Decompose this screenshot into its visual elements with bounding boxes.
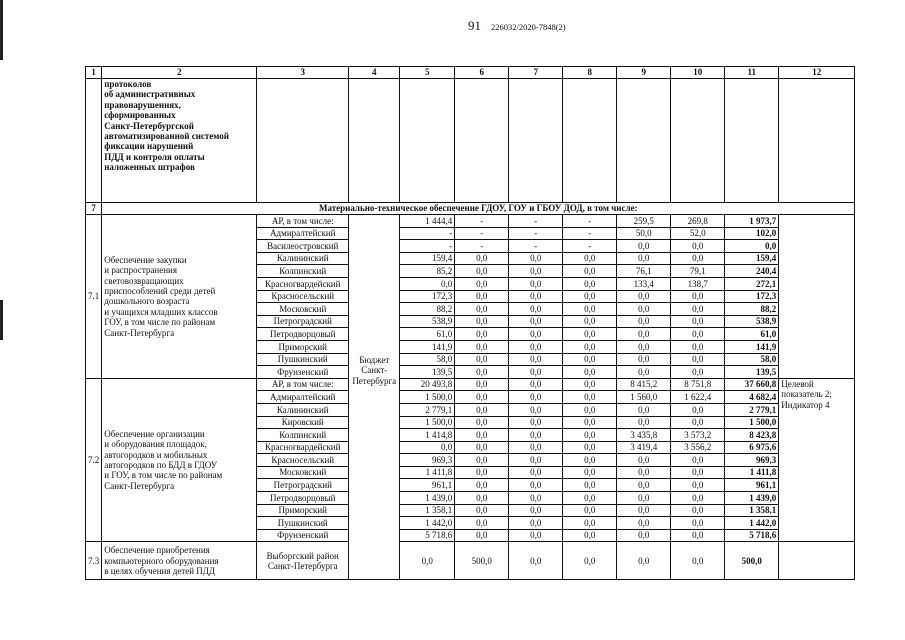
value-5: 139,5	[400, 366, 455, 379]
value-9: 50,0	[617, 227, 671, 240]
value-7: 0,0	[509, 252, 563, 265]
value-5: 1 500,0	[400, 416, 455, 429]
value-8: 0,0	[563, 366, 617, 379]
value-7: 0,0	[509, 277, 563, 290]
indicator-note: Целевой показатель 2; Индикатор 4	[779, 378, 855, 542]
value-9: 0,0	[617, 492, 671, 505]
district-name: Красногвардейский	[257, 441, 349, 454]
empty-cell	[349, 79, 400, 203]
value-10: 8 751,8	[671, 378, 725, 391]
value-5: 172,3	[400, 290, 455, 303]
value-8: 0,0	[563, 315, 617, 328]
value-5: 141,9	[400, 340, 455, 353]
value-10: 3 573,2	[671, 429, 725, 442]
value-10: 0,0	[671, 340, 725, 353]
value-7: 0,0	[509, 290, 563, 303]
column-header: 4	[349, 67, 400, 79]
item-number: 7.1	[86, 215, 102, 379]
district-name: Красносельский	[257, 454, 349, 467]
value-11: 500,0	[725, 542, 779, 580]
value-5: 61,0	[400, 328, 455, 341]
column-header: 5	[400, 67, 455, 79]
value-7: 0,0	[509, 416, 563, 429]
section-title: Материально-техническое обеспечение ГДОУ, ГОУ и ГБОУ ДОД, в том числе:	[102, 203, 855, 215]
value-8: -	[563, 227, 617, 240]
value-11: 172,3	[725, 290, 779, 303]
value-6: 0,0	[455, 366, 509, 379]
column-header: 6	[455, 67, 509, 79]
value-10: 0,0	[671, 403, 725, 416]
value-7: 0,0	[509, 479, 563, 492]
value-9: 3 419,4	[617, 441, 671, 454]
district-name: Выборгский район Санкт-Петербурга	[257, 542, 349, 580]
value-11: 0,0	[725, 240, 779, 253]
value-9: 0,0	[617, 403, 671, 416]
table-row	[86, 378, 855, 391]
value-9: 0,0	[617, 366, 671, 379]
value-10: 0,0	[671, 315, 725, 328]
empty-cell	[779, 79, 855, 203]
value-9: 0,0	[617, 240, 671, 253]
value-10: 0,0	[671, 416, 725, 429]
page-number: 91	[468, 18, 481, 33]
empty-cell	[86, 79, 102, 203]
value-10: 0,0	[671, 479, 725, 492]
item-number: 7.2	[86, 378, 102, 542]
value-10: 0,0	[671, 454, 725, 467]
table-row	[86, 215, 855, 228]
value-10: 1 622,4	[671, 391, 725, 404]
value-8: 0,0	[563, 290, 617, 303]
value-6: 0,0	[455, 441, 509, 454]
empty-cell	[455, 79, 509, 203]
district-name: Красногвардейский	[257, 277, 349, 290]
value-8: 0,0	[563, 466, 617, 479]
column-header: 9	[617, 67, 671, 79]
table-row	[86, 79, 855, 203]
value-6: 0,0	[455, 378, 509, 391]
value-6: 0,0	[455, 504, 509, 517]
table-row	[86, 542, 855, 580]
district-name: Василеостровский	[257, 240, 349, 253]
value-5: 1 358,1	[400, 504, 455, 517]
value-8: -	[563, 240, 617, 253]
value-10: 0,0	[671, 353, 725, 366]
item-description: Обеспечение организации и оборудования площадок, автогородков и мобильных автогородков по БДД в ГДОУ и ГОУ, в том числе по районам Санкт-Петербурга	[102, 378, 257, 542]
value-10: 269,8	[671, 215, 725, 228]
value-7: 0,0	[509, 315, 563, 328]
district-name: Колпинский	[257, 429, 349, 442]
value-8: 0,0	[563, 479, 617, 492]
empty-cell	[671, 79, 725, 203]
value-8: 0,0	[563, 303, 617, 316]
value-8: 0,0	[563, 391, 617, 404]
value-6: 0,0	[455, 479, 509, 492]
value-10: 0,0	[671, 466, 725, 479]
empty-cell	[257, 79, 349, 203]
district-name: Пушкинский	[257, 517, 349, 530]
empty-cell	[563, 79, 617, 203]
value-7: 0,0	[509, 353, 563, 366]
district-name: Красносельский	[257, 290, 349, 303]
note-cell-empty	[779, 215, 855, 379]
value-9: 0,0	[617, 340, 671, 353]
budget-table	[85, 66, 855, 580]
value-11: 141,9	[725, 340, 779, 353]
value-5: 0,0	[400, 542, 455, 580]
value-6: 0,0	[455, 403, 509, 416]
value-5: -	[400, 240, 455, 253]
value-9: 0,0	[617, 353, 671, 366]
value-8: 0,0	[563, 340, 617, 353]
item-description: Обеспечение приобретения компьютерного оборудования в целях обучения детей ПДД	[102, 542, 257, 580]
value-6: 0,0	[455, 290, 509, 303]
value-7: -	[509, 215, 563, 228]
value-8: 0,0	[563, 353, 617, 366]
value-6: 0,0	[455, 315, 509, 328]
value-7: 0,0	[509, 303, 563, 316]
value-10: 52,0	[671, 227, 725, 240]
value-11: 139,5	[725, 366, 779, 379]
value-9: 8 415,2	[617, 378, 671, 391]
value-7: 0,0	[509, 403, 563, 416]
value-5: 2 779,1	[400, 403, 455, 416]
value-8: -	[563, 215, 617, 228]
value-11: 538,9	[725, 315, 779, 328]
value-11: 1 358,1	[725, 504, 779, 517]
section-row	[86, 203, 855, 215]
value-9: 259,5	[617, 215, 671, 228]
value-11: 1 439,0	[725, 492, 779, 505]
column-header: 7	[509, 67, 563, 79]
value-10: 0,0	[671, 492, 725, 505]
value-7: 0,0	[509, 466, 563, 479]
column-header: 10	[671, 67, 725, 79]
funding-source: Бюджет Санкт- Петербурга	[349, 215, 400, 580]
value-11: 6 975,6	[725, 441, 779, 454]
value-11: 8 423,8	[725, 429, 779, 442]
value-11: 1 500,0	[725, 416, 779, 429]
value-8: 0,0	[563, 542, 617, 580]
value-7: -	[509, 240, 563, 253]
value-9: 0,0	[617, 315, 671, 328]
value-11: 240,4	[725, 265, 779, 278]
value-11: 1 973,7	[725, 215, 779, 228]
item-number: 7.3	[86, 542, 102, 580]
value-5: 1 442,0	[400, 517, 455, 530]
district-name: Адмиралтейский	[257, 227, 349, 240]
value-10: 0,0	[671, 542, 725, 580]
district-name: Колпинский	[257, 265, 349, 278]
value-11: 88,2	[725, 303, 779, 316]
value-6: 0,0	[455, 340, 509, 353]
value-5: 969,3	[400, 454, 455, 467]
empty-cell	[725, 79, 779, 203]
district-name: Калининский	[257, 403, 349, 416]
value-10: 138,7	[671, 277, 725, 290]
district-name: Петродворцовый	[257, 492, 349, 505]
district-name: Приморский	[257, 340, 349, 353]
value-5: 1 444,4	[400, 215, 455, 228]
value-7: 0,0	[509, 542, 563, 580]
column-header: 8	[563, 67, 617, 79]
value-9: 0,0	[617, 479, 671, 492]
district-name: Петроградский	[257, 479, 349, 492]
value-7: 0,0	[509, 517, 563, 530]
column-number-row	[86, 67, 855, 79]
district-name: Кировский	[257, 416, 349, 429]
column-header: 11	[725, 67, 779, 79]
value-9: 0,0	[617, 504, 671, 517]
value-9: 3 435,8	[617, 429, 671, 442]
value-11: 961,1	[725, 479, 779, 492]
column-header: 12	[779, 67, 855, 79]
value-10: 0,0	[671, 529, 725, 542]
value-9: 0,0	[617, 466, 671, 479]
value-9: 0,0	[617, 542, 671, 580]
value-9: 0,0	[617, 454, 671, 467]
value-11: 969,3	[725, 454, 779, 467]
value-8: 0,0	[563, 277, 617, 290]
value-6: 0,0	[455, 277, 509, 290]
value-5: 1 500,0	[400, 391, 455, 404]
value-8: 0,0	[563, 328, 617, 341]
value-6: -	[455, 240, 509, 253]
district-name: Петроградский	[257, 315, 349, 328]
value-6: 0,0	[455, 353, 509, 366]
value-6: 0,0	[455, 303, 509, 316]
value-6: 0,0	[455, 252, 509, 265]
value-6: 0,0	[455, 416, 509, 429]
value-6: 0,0	[455, 454, 509, 467]
value-6: 0,0	[455, 529, 509, 542]
value-5: 1 414,8	[400, 429, 455, 442]
value-6: -	[455, 227, 509, 240]
value-5: 85,2	[400, 265, 455, 278]
value-6: 0,0	[455, 492, 509, 505]
value-6: 500,0	[455, 542, 509, 580]
value-5: 1 439,0	[400, 492, 455, 505]
value-11: 1 442,0	[725, 517, 779, 530]
value-8: 0,0	[563, 492, 617, 505]
district-name: АР, в том числе:	[257, 378, 349, 391]
district-name: Калининский	[257, 252, 349, 265]
value-10: 0,0	[671, 366, 725, 379]
page-header	[468, 17, 566, 35]
value-6: 0,0	[455, 517, 509, 530]
value-9: 0,0	[617, 517, 671, 530]
value-11: 61,0	[725, 328, 779, 341]
value-7: 0,0	[509, 441, 563, 454]
value-11: 2 779,1	[725, 403, 779, 416]
district-name: АР, в том числе:	[257, 215, 349, 228]
value-11: 5 718,6	[725, 529, 779, 542]
scan-edge-mark	[0, 0, 3, 60]
column-header: 2	[102, 67, 257, 79]
value-11: 272,1	[725, 277, 779, 290]
value-7: 0,0	[509, 265, 563, 278]
value-10: 79,1	[671, 265, 725, 278]
column-header: 1	[86, 67, 102, 79]
value-5: 159,4	[400, 252, 455, 265]
value-9: 0,0	[617, 328, 671, 341]
value-7: 0,0	[509, 366, 563, 379]
value-10: 0,0	[671, 303, 725, 316]
district-name: Адмиралтейский	[257, 391, 349, 404]
value-9: 0,0	[617, 416, 671, 429]
value-8: 0,0	[563, 378, 617, 391]
value-7: 0,0	[509, 492, 563, 505]
value-5: 88,2	[400, 303, 455, 316]
section-number: 7	[86, 203, 102, 215]
value-8: 0,0	[563, 441, 617, 454]
value-8: 0,0	[563, 265, 617, 278]
value-8: 0,0	[563, 529, 617, 542]
scan-edge-mark	[0, 300, 3, 340]
document-code: 226032/2020-7848(2)	[491, 22, 566, 32]
value-5: 538,9	[400, 315, 455, 328]
value-5: 0,0	[400, 277, 455, 290]
value-7: 0,0	[509, 378, 563, 391]
value-8: 0,0	[563, 504, 617, 517]
continued-description: протоколов об административных правонарушениях, сформированных Санкт-Петербургской автоматизированной системой фиксации нарушений ПДД и контроля оплаты наложенных штрафов	[102, 79, 257, 203]
district-name: Приморский	[257, 504, 349, 517]
empty-cell	[617, 79, 671, 203]
value-9: 1 560,0	[617, 391, 671, 404]
value-7: 0,0	[509, 454, 563, 467]
value-8: 0,0	[563, 517, 617, 530]
value-8: 0,0	[563, 403, 617, 416]
value-8: 0,0	[563, 416, 617, 429]
value-9: 0,0	[617, 252, 671, 265]
value-5: 5 718,6	[400, 529, 455, 542]
value-11: 58,0	[725, 353, 779, 366]
empty-cell	[400, 79, 455, 203]
value-6: 0,0	[455, 265, 509, 278]
value-6: 0,0	[455, 466, 509, 479]
value-6: 0,0	[455, 429, 509, 442]
value-6: -	[455, 215, 509, 228]
item-description: Обеспечение закупки и распространения световозвращающих приспособлений среди детей дошкольного возраста и учащихся младших классов ГОУ, в том числе по районам Санкт-Петербурга	[102, 215, 257, 379]
district-name: Московский	[257, 466, 349, 479]
value-10: 0,0	[671, 290, 725, 303]
value-10: 0,0	[671, 504, 725, 517]
value-7: 0,0	[509, 391, 563, 404]
value-7: 0,0	[509, 504, 563, 517]
value-7: 0,0	[509, 340, 563, 353]
empty-cell	[509, 79, 563, 203]
value-6: 0,0	[455, 391, 509, 404]
value-10: 0,0	[671, 240, 725, 253]
value-8: 0,0	[563, 252, 617, 265]
column-header: 3	[257, 67, 349, 79]
value-6: 0,0	[455, 328, 509, 341]
value-5: 58,0	[400, 353, 455, 366]
district-name: Фрунзенский	[257, 366, 349, 379]
value-9: 0,0	[617, 529, 671, 542]
value-10: 3 556,2	[671, 441, 725, 454]
value-10: 0,0	[671, 328, 725, 341]
value-5: 20 493,8	[400, 378, 455, 391]
value-9: 0,0	[617, 290, 671, 303]
value-11: 102,0	[725, 227, 779, 240]
value-8: 0,0	[563, 429, 617, 442]
value-9: 0,0	[617, 303, 671, 316]
district-name: Фрунзенский	[257, 529, 349, 542]
district-name: Московский	[257, 303, 349, 316]
value-5: 961,1	[400, 479, 455, 492]
empty-cell	[779, 542, 855, 580]
value-5: 1 411,8	[400, 466, 455, 479]
value-9: 76,1	[617, 265, 671, 278]
value-5: 0,0	[400, 441, 455, 454]
value-10: 0,0	[671, 517, 725, 530]
value-11: 159,4	[725, 252, 779, 265]
value-7: 0,0	[509, 529, 563, 542]
value-8: 0,0	[563, 454, 617, 467]
value-11: 37 660,8	[725, 378, 779, 391]
value-11: 4 682,4	[725, 391, 779, 404]
value-7: 0,0	[509, 328, 563, 341]
district-name: Петродворцовый	[257, 328, 349, 341]
value-5: -	[400, 227, 455, 240]
value-7: 0,0	[509, 429, 563, 442]
value-7: -	[509, 227, 563, 240]
value-9: 133,4	[617, 277, 671, 290]
district-name: Пушкинский	[257, 353, 349, 366]
value-10: 0,0	[671, 252, 725, 265]
value-11: 1 411,8	[725, 466, 779, 479]
